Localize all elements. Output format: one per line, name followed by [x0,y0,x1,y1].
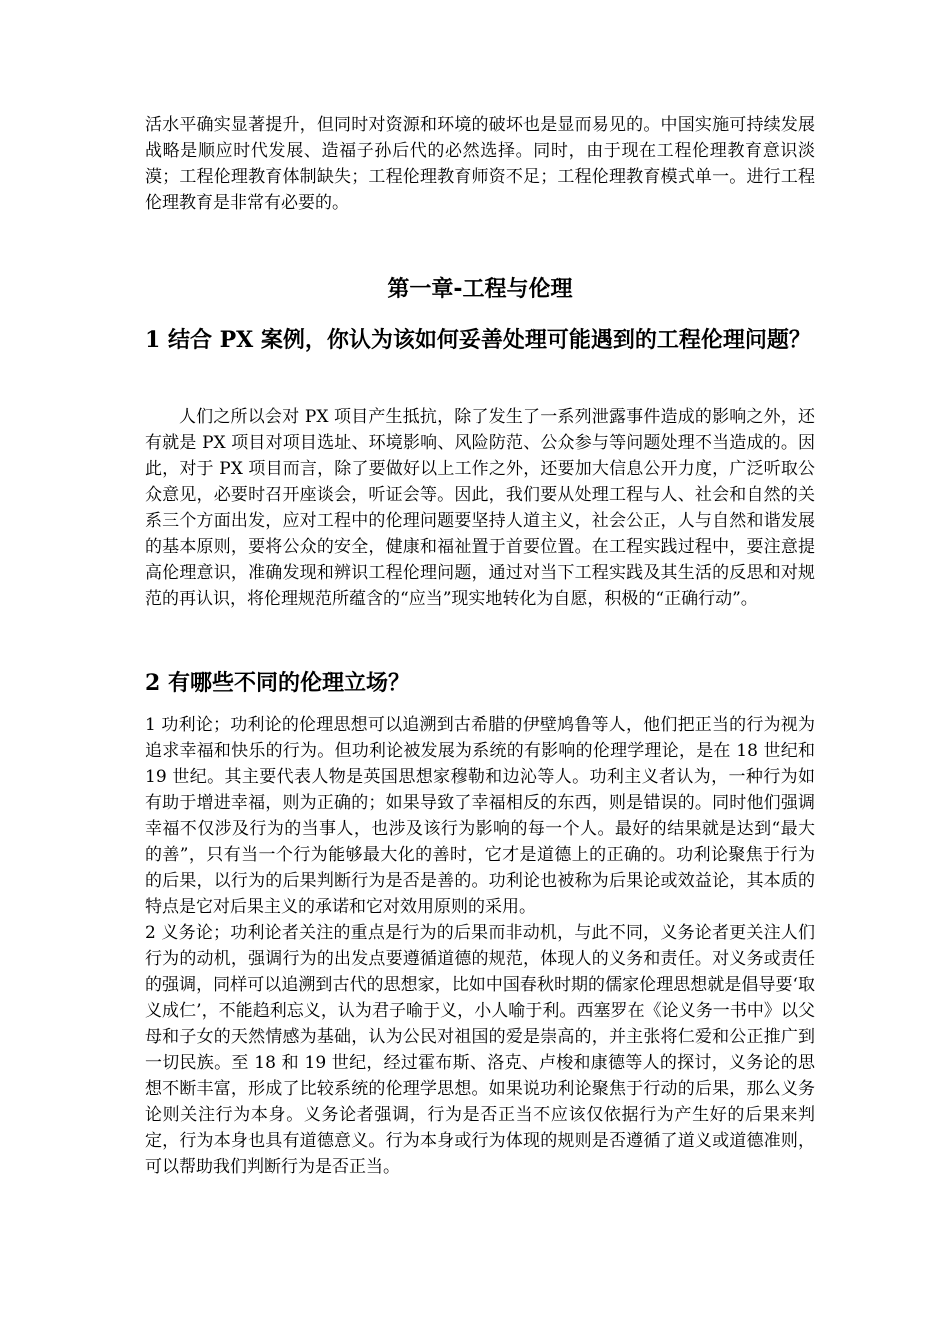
question-1-paragraph: 人们之所以会对 PX 项目产生抵抗，除了发生了一系列泄露事件造成的影响之外，还有就是 PX 项目对项目选址、环境影响、风险防范、公众参与等问题处理不当造成的。因此，对于 PX 项目而言，除了要做好以上工作之外，还要加大信息公开力度，广泛听取公众意见，必要时召开座谈会，听证会等。因此，我们要从处理工程与人、社会和自然的关系三个方面出发，应对工程中的伦理问题要坚持人道主义，社会公正，人与自然和谐发展的基本原则，要将公众的安全，健康和福祉置于首要位置。在工程实践过程中，要注意提高伦理意识，准确发现和辨识工程伦理问题，通过对当下工程实践及其生活的反思和对规范的再认识，将伦理规范所蕴含的“应当”现实地转化为自愿，积极的“正确行动”。 [145,407,815,609]
intro-paragraph: 活水平确实显著提升，但同时对资源和环境的破坏也是显而易见的。中国实施可持续发展战略是顺应时代发展、造福子孙后代的必然选择。同时，由于现在工程伦理教育意识淡漠；工程伦理教育体制缺失；工程伦理教育师资不足；工程伦理教育模式单一。进行工程伦理教育是非常有必要的。 [145,115,815,213]
question-2-answer [145,712,815,1180]
question-1-heading: 1 结合 PX 案例，你认为该如何妥善处理可能遇到的工程伦理问题？ [145,327,811,353]
question-2-heading: 2 有哪些不同的伦理立场？ [145,670,410,696]
deontology-paragraph: 2 义务论；功利论者关注的重点是行为的后果而非动机，与此不同，义务论者更关注人们行为的动机，强调行为的出发点要遵循道德的规范，体现人的义务和责任。对义务或责任的强调，同样可以追溯到古代的思想家，比如中国春秋时期的儒家伦理思想就是倡导要‘取义成仁’，不能趋利忘义，认为君子喻于义，小人喻于利。西塞罗在《论义务一书中》以父母和子女的天然情感为基础，认为公民对祖国的爱是崇高的，并主张将仁爱和公正推广到一切民族。至 18 和 19 世纪，经过霍布斯、洛克、卢梭和康德等人的探讨，义务论的思想不断丰富，形成了比较系统的伦理学思想。如果说功利论聚焦于行动的后果，那么义务论则关注行为本身。义务论者强调，行为是否正当不应该仅依据行为产生好的后果来判定，行为本身也具有道德意义。行为本身或行为体现的规则是否遵循了道义或道德准则，可以帮助我们判断行为是否正当。 [145,923,815,1177]
chapter-title: 第一章-工程与伦理 [387,277,573,302]
question-1-answer [145,404,815,612]
utilitarianism-paragraph: 1 功利论；功利论的伦理思想可以追溯到古希腊的伊壁鸠鲁等人，他们把正当的行为视为追求幸福和快乐的行为。但功利论被发展为系统的有影响的伦理学理论，是在 18 世纪和 19 世纪。其主要代表人物是英国思想家穆勒和边沁等人。功利主义者认为，一种行为如有助于增进幸福，则为正确的；如果导致了幸福相反的东西，则是错误的。同时他们强调幸福不仅涉及行为的当事人，也涉及该行为影响的每一个人。最好的结果就是达到“最大的善”，只有当一个行为能够最大化的善时，它才是道德上的正确的。功利论聚焦于行为的后果，以行为的后果判断行为是否是善的。功利论也被称为后果论或效益论，其本质的特点是它对后果主义的承诺和它对效用原则的采用。 [145,715,815,917]
intro-section [145,112,815,216]
